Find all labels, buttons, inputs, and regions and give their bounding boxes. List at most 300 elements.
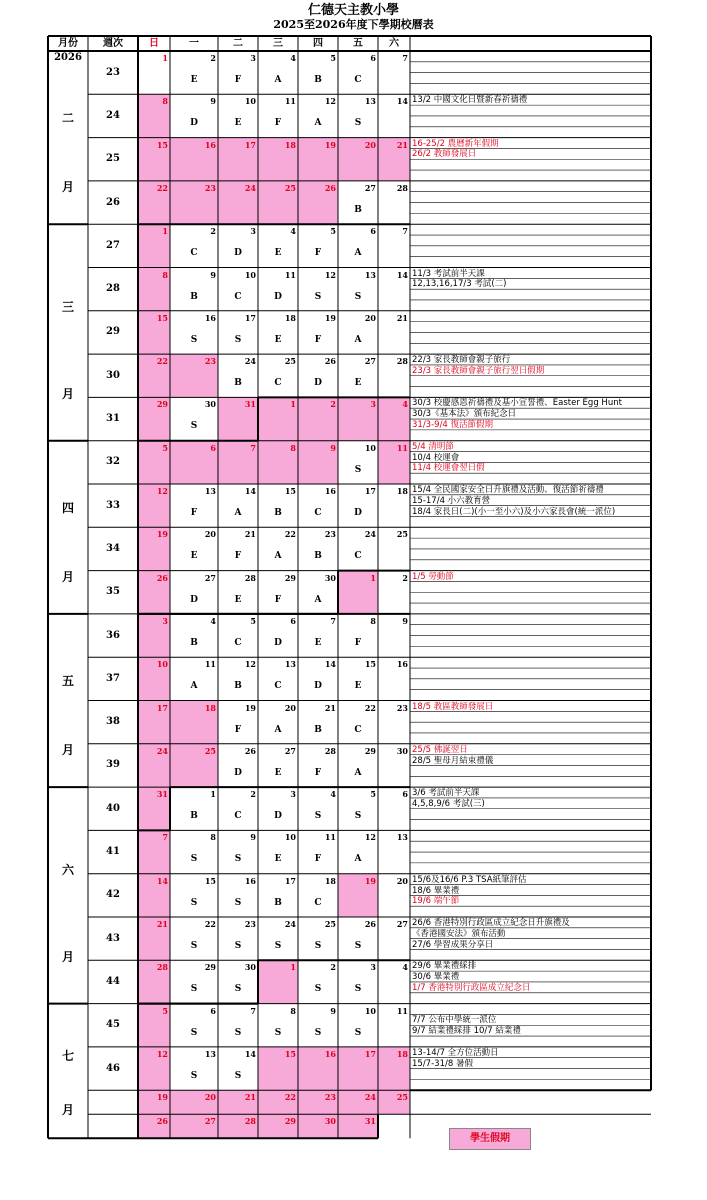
- day-number: 20: [364, 139, 376, 150]
- cycle-day-letter: F: [354, 637, 362, 648]
- event-text: 9/7 結業禮綵排 10/7 結業禮: [412, 1026, 521, 1037]
- day-number: 9: [250, 832, 256, 843]
- cycle-day-letter: B: [190, 637, 198, 648]
- week-number: 29: [106, 326, 120, 338]
- cycle-day-letter: S: [314, 941, 322, 951]
- day-number: 2: [330, 399, 336, 410]
- day-number: 1: [162, 53, 168, 63]
- cycle-day-letter: S: [354, 291, 362, 302]
- event-text: 13-14/7 全方位活動日: [412, 1047, 499, 1058]
- day-number: 10: [244, 96, 256, 107]
- day-number: 25: [324, 919, 336, 929]
- day-number: 27: [364, 182, 376, 193]
- grid-lines: [48, 36, 653, 1140]
- day-number: 28: [156, 962, 168, 973]
- cycle-day-letter: A: [274, 75, 282, 85]
- cycle-day-letter: E: [274, 248, 282, 259]
- event-text: 26/6 香港特別行政區成立紀念日升旗禮及: [412, 918, 570, 928]
- cycle-day-letter: B: [190, 811, 198, 822]
- cycle-day-letter: S: [190, 897, 198, 908]
- cycle-day-letter: F: [274, 594, 282, 605]
- day-number: 16: [204, 139, 216, 150]
- day-number: 18: [396, 1048, 408, 1059]
- day-number: 11: [396, 1005, 408, 1016]
- cycle-day-letter: E: [354, 681, 362, 692]
- cycle-day-letter: F: [190, 508, 198, 518]
- day-number: 17: [244, 312, 256, 323]
- day-number: 20: [284, 702, 296, 713]
- cycle-day-letter: D: [190, 118, 198, 129]
- event-text: 1/7 香港特別行政區成立紀念日: [412, 982, 531, 993]
- week-number: 37: [106, 672, 120, 684]
- day-number: 2: [330, 962, 336, 973]
- day-number: 26: [156, 572, 168, 583]
- day-number: 9: [210, 96, 216, 107]
- cycle-day-letter: D: [354, 508, 362, 518]
- day-number: 23: [396, 702, 408, 713]
- cycle-day-letter: C: [234, 637, 242, 648]
- day-number: 30: [396, 745, 408, 756]
- day-number: 6: [290, 615, 296, 626]
- day-number: 15: [156, 312, 168, 323]
- week-number: 45: [106, 1019, 120, 1031]
- day-number: 28: [396, 182, 408, 193]
- day-number: 5: [250, 615, 256, 626]
- day-number: 14: [396, 269, 408, 280]
- header-8: 六: [389, 38, 399, 49]
- day-number: 31: [364, 1116, 376, 1127]
- day-number: 12: [156, 486, 168, 496]
- cycle-day-letter: A: [354, 854, 362, 865]
- day-number: 22: [204, 919, 216, 929]
- day-number: 21: [324, 702, 336, 713]
- cycle-day-letter: S: [190, 334, 198, 345]
- day-number: 22: [284, 1092, 296, 1103]
- event-text: 28/5 聖母月結束禮儀: [412, 755, 494, 766]
- day-number: 15: [204, 875, 216, 886]
- day-number: 25: [284, 182, 296, 193]
- week-number: 28: [106, 283, 120, 295]
- day-number: 20: [364, 312, 376, 323]
- day-number: 10: [364, 1005, 376, 1016]
- day-number: 12: [364, 832, 376, 843]
- day-number: 16: [204, 312, 216, 323]
- day-number: 5: [330, 226, 336, 237]
- day-number: 13: [204, 1048, 216, 1059]
- day-number: 19: [156, 1092, 168, 1103]
- event-text: 16-25/2 農曆新年假期: [412, 138, 499, 149]
- cycle-day-letter: S: [234, 941, 242, 951]
- cycle-day-letter: A: [274, 551, 282, 562]
- day-number: 12: [324, 269, 336, 280]
- week-number: 30: [106, 369, 120, 381]
- event-text: 18/4 家長日(二)(小一至小六)及小六家長會(統一派位): [412, 506, 616, 517]
- day-number: 17: [364, 1048, 376, 1059]
- cycle-day-letter: C: [314, 897, 322, 908]
- cycle-day-letter: F: [234, 724, 242, 735]
- day-number: 24: [364, 529, 376, 540]
- event-text: 13/2 中國文化日暨新春祈禱禮: [412, 95, 528, 106]
- day-number: 28: [244, 1116, 256, 1127]
- cycle-day-letter: C: [314, 508, 322, 518]
- cycle-day-letter: E: [274, 854, 282, 865]
- day-number: 8: [162, 269, 168, 280]
- cycle-day-letter: E: [354, 378, 362, 389]
- cycle-day-letter: B: [234, 378, 242, 389]
- day-number: 16: [324, 486, 336, 496]
- day-number: 17: [364, 486, 376, 496]
- day-number: 1: [290, 962, 296, 973]
- cycle-day-letter: B: [274, 897, 282, 908]
- month-name: 六: [61, 863, 74, 878]
- day-number: 26: [244, 745, 256, 756]
- cycle-day-letter: S: [234, 854, 242, 865]
- day-number: 18: [324, 875, 336, 886]
- day-number: 7: [402, 226, 408, 237]
- cycle-day-letter: B: [234, 681, 242, 692]
- event-text: 30/6 畢業禮: [412, 972, 460, 983]
- week-number: 35: [106, 586, 120, 598]
- day-number: 14: [324, 659, 336, 670]
- day-number: 11: [324, 832, 336, 843]
- event-text: 3/6 考試前半天課: [412, 788, 480, 799]
- day-number: 3: [370, 962, 376, 973]
- day-number: 22: [156, 356, 168, 367]
- week-number: 39: [106, 759, 120, 771]
- week-number: 40: [106, 802, 120, 814]
- cycle-day-letter: D: [314, 378, 322, 389]
- cycle-day-letter: S: [354, 941, 362, 951]
- day-number: 8: [162, 96, 168, 107]
- day-number: 29: [156, 399, 168, 410]
- day-number: 30: [204, 399, 216, 410]
- day-number: 29: [204, 962, 216, 973]
- day-number: 20: [204, 1092, 216, 1103]
- header-6: 四: [313, 38, 323, 49]
- event-text: 27/6 學習成果分享日: [412, 939, 494, 950]
- cycle-day-letter: D: [274, 291, 282, 302]
- event-text: 22/3 家長教師會親子旅行: [412, 355, 511, 366]
- month-name: 二: [61, 110, 74, 125]
- day-number: 7: [162, 832, 168, 843]
- cycle-day-letter: F: [314, 767, 322, 778]
- day-number: 23: [244, 919, 256, 929]
- day-number: 21: [156, 919, 168, 929]
- event-text: 7/7 公布中學統一派位: [412, 1015, 497, 1026]
- day-number: 6: [210, 1005, 216, 1016]
- day-number: 21: [396, 139, 408, 150]
- cycle-day-letter: S: [190, 941, 198, 951]
- cycle-day-letter: S: [314, 291, 322, 302]
- cycle-day-letter: S: [234, 984, 242, 995]
- day-number: 29: [284, 572, 296, 583]
- event-text: 15/4 全民國家安全日升旗禮及活動、復活節祈禱禮: [412, 485, 604, 495]
- cycle-day-letter: C: [354, 551, 362, 562]
- day-number: 19: [244, 702, 256, 713]
- cycle-day-letter: F: [234, 551, 242, 562]
- cycle-day-letter: C: [354, 724, 362, 735]
- cycle-day-letter: B: [314, 75, 322, 85]
- day-number: 9: [402, 615, 408, 626]
- week-number: 43: [106, 932, 120, 944]
- day-number: 15: [156, 139, 168, 150]
- cycle-day-letter: A: [234, 508, 242, 518]
- event-text: 15-17/4 小六教育營: [412, 495, 491, 506]
- day-number: 2: [210, 226, 216, 237]
- event-text: 23/3 家長教師會親子旅行翌日假期: [412, 365, 545, 376]
- day-number: 10: [364, 442, 376, 453]
- day-number: 16: [396, 659, 408, 670]
- day-number: 6: [402, 789, 408, 800]
- event-text: 15/7-31/8 暑假: [412, 1058, 473, 1069]
- header-1: 週次: [103, 38, 123, 49]
- day-number: 4: [330, 789, 336, 800]
- day-number: 18: [204, 702, 216, 713]
- day-number: 4: [402, 962, 408, 973]
- calendar-title: 2025至2026年度下學期校曆表: [273, 18, 434, 31]
- day-number: 30: [324, 572, 336, 583]
- cycle-day-letter: E: [274, 767, 282, 778]
- day-number: 2: [210, 53, 216, 63]
- day-number: 7: [250, 1005, 256, 1016]
- day-number: 9: [330, 1005, 336, 1016]
- day-number: 13: [364, 96, 376, 107]
- day-number: 24: [156, 745, 168, 756]
- week-number: 25: [106, 153, 120, 165]
- header-0: 月份: [58, 38, 78, 49]
- day-number: 5: [370, 789, 376, 800]
- day-number: 16: [244, 875, 256, 886]
- day-number: 1: [370, 572, 376, 583]
- day-number: 3: [250, 53, 256, 63]
- event-text: 30/3《基本法》頒布紀念日: [412, 409, 517, 420]
- header-5: 三: [273, 38, 283, 49]
- day-number: 13: [284, 659, 296, 670]
- week-number: 32: [106, 456, 120, 468]
- event-text: 1/5 勞動節: [412, 571, 454, 582]
- day-number: 27: [364, 356, 376, 367]
- day-number: 28: [324, 745, 336, 756]
- day-number: 9: [210, 269, 216, 280]
- holiday-legend: 學生假期: [449, 1128, 531, 1150]
- cycle-day-letter: B: [354, 204, 362, 215]
- day-number: 28: [396, 356, 408, 367]
- day-number: 25: [284, 356, 296, 367]
- cycle-day-letter: S: [274, 1027, 282, 1038]
- day-number: 3: [162, 615, 168, 626]
- day-number: 12: [156, 1048, 168, 1059]
- year-label: 2026: [54, 52, 82, 63]
- cycle-day-letter: S: [314, 1027, 322, 1038]
- day-number: 31: [156, 789, 168, 800]
- cycle-day-letter: A: [314, 118, 322, 129]
- day-number: 19: [364, 875, 376, 886]
- cycle-day-letter: S: [274, 941, 282, 951]
- cycle-day-letter: E: [234, 118, 242, 129]
- day-number: 3: [370, 399, 376, 410]
- day-number: 14: [244, 1048, 256, 1059]
- week-number: 41: [106, 846, 120, 858]
- day-number: 6: [370, 226, 376, 237]
- day-number: 4: [290, 53, 296, 63]
- event-text: 11/3 考試前半天課: [412, 268, 485, 279]
- week-number: 27: [106, 239, 120, 251]
- month-name: 五: [61, 673, 74, 688]
- week-number: 23: [106, 66, 120, 78]
- day-number: 27: [284, 745, 296, 756]
- week-number: 44: [106, 975, 120, 987]
- cycle-day-letter: S: [234, 334, 242, 345]
- cycle-day-letter: S: [314, 984, 322, 995]
- day-number: 10: [244, 269, 256, 280]
- cycle-day-letter: D: [274, 811, 282, 822]
- cycle-day-letter: A: [354, 767, 362, 778]
- day-number: 12: [244, 659, 256, 670]
- header-2: 日: [149, 38, 159, 49]
- cycle-day-letter: S: [354, 118, 362, 129]
- day-number: 5: [162, 1005, 168, 1016]
- day-number: 28: [244, 572, 256, 583]
- day-number: 5: [330, 53, 336, 63]
- day-number: 23: [324, 1092, 336, 1103]
- event-text: 15/6及16/6 P.3 TSA紙筆評估: [412, 874, 527, 885]
- cycle-day-letter: C: [190, 248, 198, 259]
- cycle-day-letter: S: [190, 984, 198, 995]
- day-number: 2: [402, 572, 408, 583]
- day-number: 20: [396, 875, 408, 886]
- cycle-day-letter: C: [274, 681, 282, 692]
- cycle-day-letter: S: [190, 421, 198, 432]
- cycle-day-letter: S: [190, 1070, 198, 1081]
- day-number: 13: [364, 269, 376, 280]
- day-number: 26: [324, 182, 336, 193]
- day-number: 24: [244, 182, 256, 193]
- day-number: 14: [396, 96, 408, 107]
- day-number: 21: [244, 1092, 256, 1103]
- week-number: 38: [106, 716, 120, 728]
- day-number: 27: [204, 572, 216, 583]
- day-number: 30: [324, 1116, 336, 1127]
- day-number: 8: [210, 832, 216, 843]
- cycle-day-letter: S: [234, 897, 242, 908]
- cycle-day-letter: A: [314, 594, 322, 605]
- day-number: 24: [244, 356, 256, 367]
- day-number: 18: [284, 312, 296, 323]
- day-number: 7: [402, 53, 408, 63]
- cycle-day-letter: F: [314, 248, 322, 259]
- day-number: 23: [324, 529, 336, 540]
- day-number: 4: [402, 399, 408, 410]
- day-number: 23: [204, 356, 216, 367]
- day-number: 25: [204, 745, 216, 756]
- event-text: 4,5,8,9/6 考試(三): [412, 798, 485, 809]
- month-name: 三: [61, 300, 74, 315]
- school-name: 仁德天主教小學: [307, 3, 399, 18]
- cycle-day-letter: S: [190, 1027, 198, 1038]
- cycle-day-letter: D: [190, 594, 198, 605]
- day-number: 30: [244, 962, 256, 973]
- day-number: 17: [284, 875, 296, 886]
- month-name: 四: [61, 500, 74, 515]
- cycle-day-letter: A: [354, 334, 362, 345]
- cycle-day-letter: S: [190, 854, 198, 865]
- week-number: 26: [106, 196, 120, 208]
- cycle-day-letter: S: [234, 1027, 242, 1038]
- week-number: 24: [106, 109, 120, 121]
- week-number: 31: [106, 413, 120, 425]
- day-number: 6: [370, 53, 376, 63]
- event-text: 5/4 清明節: [412, 441, 454, 452]
- day-number: 12: [324, 96, 336, 107]
- day-number: 24: [284, 919, 296, 929]
- day-number: 11: [204, 659, 216, 670]
- cycle-day-letter: A: [354, 248, 362, 259]
- day-number: 19: [324, 312, 336, 323]
- day-number: 19: [156, 529, 168, 540]
- day-number: 14: [244, 486, 256, 496]
- day-number: 1: [162, 226, 168, 237]
- day-number: 8: [370, 615, 376, 626]
- cycle-day-letter: S: [354, 464, 362, 475]
- event-text: 18/5 教區教師發展日: [412, 701, 494, 712]
- cycle-day-letter: F: [314, 854, 322, 865]
- day-number: 10: [284, 832, 296, 843]
- month-suffix: 月: [61, 949, 74, 964]
- day-number: 26: [156, 1116, 168, 1127]
- day-number: 26: [364, 919, 376, 929]
- day-number: 11: [284, 96, 296, 107]
- month-name: 七: [61, 1048, 74, 1063]
- day-number: 22: [284, 529, 296, 540]
- month-suffix: 月: [61, 742, 74, 757]
- month-suffix: 月: [61, 1102, 74, 1117]
- day-number: 27: [396, 919, 408, 929]
- cycle-day-letter: E: [190, 551, 198, 562]
- cycle-day-letter: C: [354, 75, 362, 85]
- day-number: 11: [284, 269, 296, 280]
- event-text: 31/3-9/4 復活節假期: [412, 420, 494, 430]
- cycle-day-letter: E: [234, 594, 242, 605]
- month-suffix: 月: [61, 387, 74, 402]
- day-number: 20: [204, 529, 216, 540]
- day-number: 29: [364, 745, 376, 756]
- cycle-day-letter: D: [314, 681, 322, 692]
- event-text: 30/3 校慶感恩祈禱禮及基小宣誓禮、Easter Egg Hunt: [412, 398, 622, 409]
- event-text: 29/6 畢業禮綵排: [412, 961, 477, 972]
- day-number: 13: [204, 486, 216, 496]
- month-suffix: 月: [61, 180, 74, 195]
- cycle-day-letter: A: [274, 724, 282, 735]
- day-number: 8: [290, 442, 296, 453]
- day-number: 13: [396, 832, 408, 843]
- cycle-day-letter: S: [354, 1027, 362, 1038]
- header-4: 二: [233, 38, 243, 49]
- day-number: 26: [324, 356, 336, 367]
- week-number: 46: [106, 1062, 120, 1074]
- day-number: 24: [364, 1092, 376, 1103]
- day-number: 25: [396, 1092, 408, 1103]
- week-number: 42: [106, 889, 120, 901]
- day-number: 11: [396, 442, 408, 453]
- day-number: 2: [250, 789, 256, 800]
- day-number: 5: [162, 442, 168, 453]
- day-number: 9: [330, 442, 336, 453]
- day-number: 21: [396, 312, 408, 323]
- cycle-day-letter: B: [314, 551, 322, 562]
- cycle-day-letter: D: [234, 767, 242, 778]
- day-number: 23: [204, 182, 216, 193]
- day-number: 1: [290, 399, 296, 410]
